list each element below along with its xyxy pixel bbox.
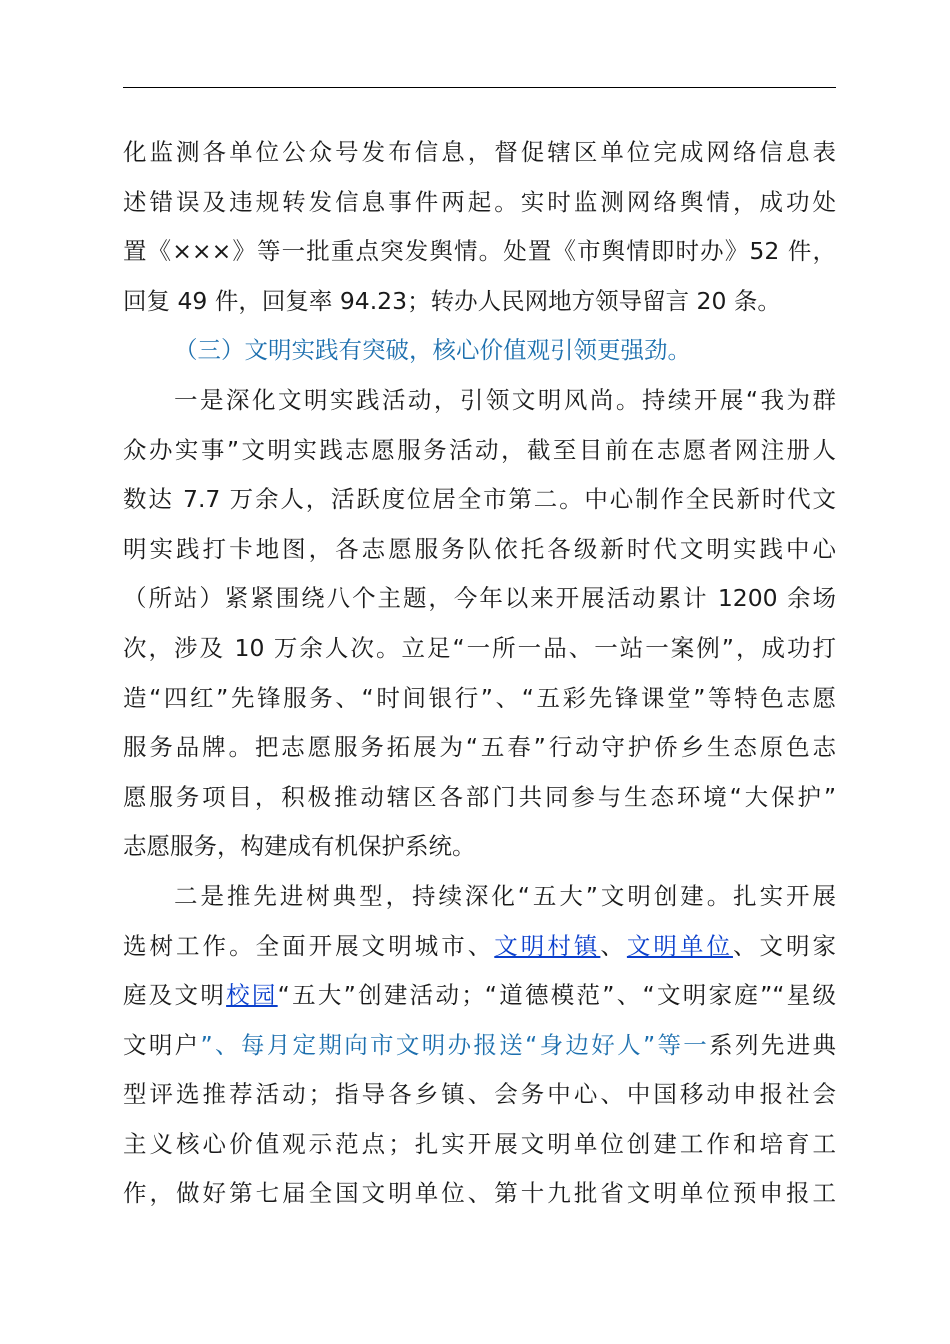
text-line: 回复 49 件，回复率 94.23；转办人民网地方领导留言 20 条。 <box>123 286 781 315</box>
text-line <box>123 971 836 1021</box>
text-line: 数达 7.7 万余人，活跃度位居全市第二。中心制作全民新时代文 <box>123 485 836 514</box>
text-segment: 文明户 <box>123 1030 201 1059</box>
text-line: 化监测各单位公众号发布信息，督促辖区单位完成网络信息表 <box>123 138 836 166</box>
text-line: 服务品牌。把志愿服务拓展为“五春”行动守护侨乡生态原色志 <box>123 733 836 762</box>
paragraph-online-monitoring <box>123 128 836 326</box>
text-line: 志愿服务，构建成有机保护系统。 <box>123 832 476 861</box>
paragraph-civilization-practice <box>123 376 836 872</box>
text-line: 主义核心价值观示范点；扎实开展文明单位创建工作和培育工 <box>123 1129 836 1158</box>
text-line: 置《×××》等一批重点突发舆情。处置《市舆情即时办》52 件， <box>123 237 836 266</box>
link-civilized-villages[interactable]: 文明村镇 <box>494 931 601 960</box>
text-line: 次，涉及 10 万余人次。立足“一所一品、一站一案例”，成功打 <box>123 633 836 662</box>
section-heading-3: （三）文明实践有突破，核心价值观引领更强劲。 <box>174 336 691 365</box>
text-line: 作，做好第七届全国文明单位、第十九批省文明单位预申报工 <box>123 1179 836 1208</box>
text-line: 二是推先进树典型，持续深化“五大”文明创建。扎实开展 <box>174 881 836 910</box>
text-line: （所站）紧紧围绕八个主题，今年以来开展活动累计 1200 余场 <box>123 584 836 613</box>
text-segment: 、 <box>600 931 627 960</box>
text-line <box>123 922 836 972</box>
highlighted-text: ”、每月定期向市文明办报送“身边好人”等一 <box>200 1030 710 1059</box>
document-page <box>123 128 836 1219</box>
text-line: 愿服务项目，积极推动辖区各部门共同参与生态环境“大保护” <box>123 782 836 811</box>
text-line: 型评选推荐活动；指导各乡镇、会务中心、中国移动申报社会 <box>123 1080 836 1109</box>
text-segment: 选树工作。全面开展文明城市、 <box>123 931 495 960</box>
paragraph-model-selection <box>123 872 836 1219</box>
link-civilized-units[interactable]: 文明单位 <box>626 931 733 960</box>
text-line: 明实践打卡地图，各志愿服务队依托各级新时代文明实践中心 <box>123 534 836 563</box>
text-segment: 庭及文明 <box>123 981 227 1010</box>
text-line: 造“四红”先锋服务、“时间银行”、“五彩先锋课堂”等特色志愿 <box>123 683 836 712</box>
link-campus[interactable]: 校园 <box>226 981 278 1010</box>
text-segment: 系列先进典 <box>709 1030 836 1059</box>
text-segment: 、文明家 <box>732 931 837 960</box>
text-line: 众办实事”文明实践志愿服务活动，截至目前在志愿者网注册人 <box>123 435 836 464</box>
header-rule <box>123 87 836 88</box>
text-line: 一是深化文明实践活动，引领文明风尚。持续开展“我为群 <box>174 385 836 414</box>
text-line <box>123 1021 836 1071</box>
text-segment: “五大”创建活动；“道德模范”、“文明家庭”“星级 <box>277 981 836 1010</box>
text-line: 述错误及违规转发信息事件两起。实时监测网络舆情，成功处 <box>123 187 836 216</box>
